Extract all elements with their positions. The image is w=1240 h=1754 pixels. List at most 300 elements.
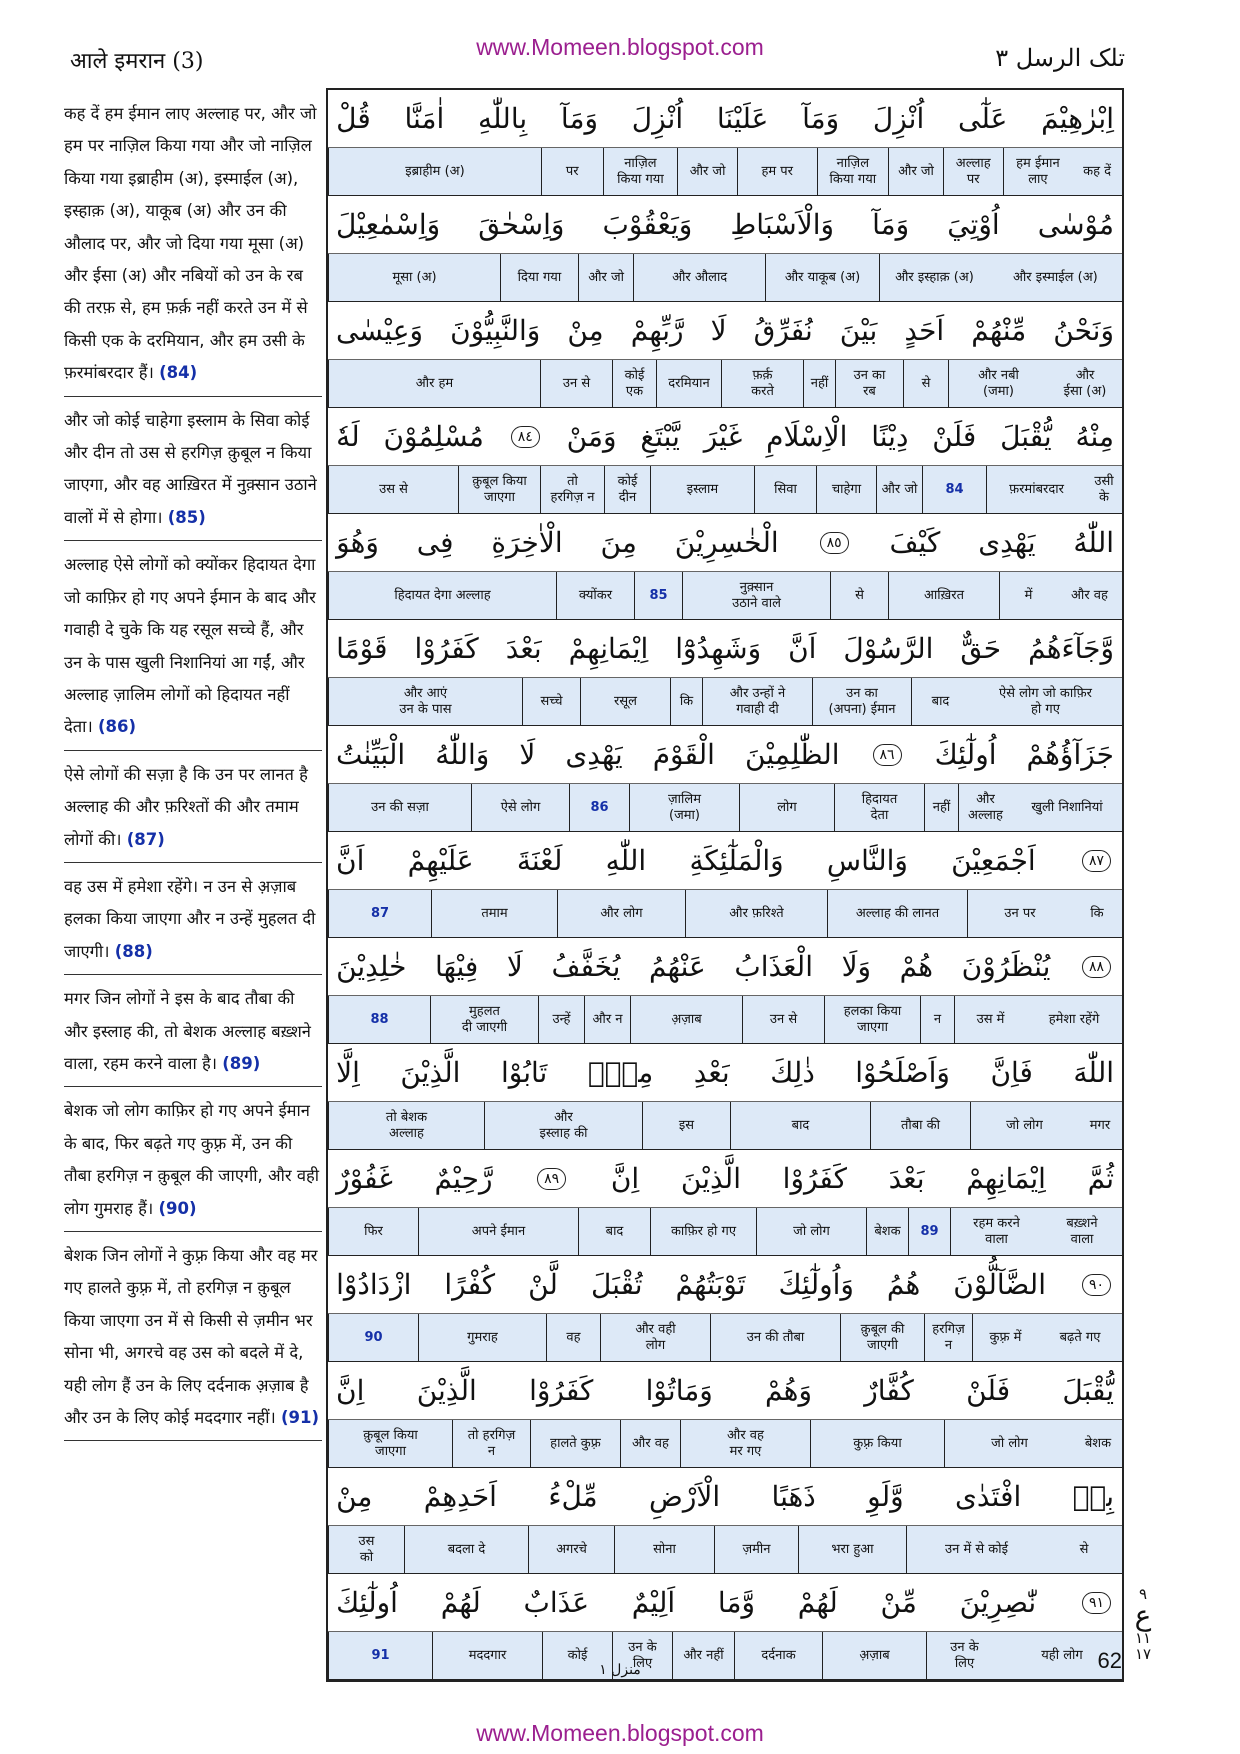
word-meaning-cell: सच्चे	[522, 678, 580, 725]
word-meaning-cell: ऐसे लोग जो काफ़िर हो गए	[999, 685, 1092, 717]
word-meaning-cell: और इस्माईल (अ)	[1012, 269, 1098, 285]
word-meaning-cell: अ़ज़ाब	[630, 996, 742, 1043]
arabic-word: عَذَابٌ	[523, 1586, 590, 1619]
word-meaning-cell: मूसा (अ)	[328, 254, 500, 301]
arabic-word: وَّلَوِ	[867, 1480, 904, 1513]
arabic-word: مُسْلِمُوْنَ	[383, 420, 484, 453]
translation-text: अल्लाह ऐसे लोगों को क्योंकर हिदायत देगा जो काफ़िर हो गए अपने ईमान के बाद और गवाही दे चुके कि यह रसूल सच्चे हैं, और उन के पास खुली निशानियां आ गईं, और अल्लाह ज़ालिम लोगों को हिदायत नहीं देता।	[64, 555, 316, 737]
arabic-word: مِّنْ	[880, 1586, 917, 1619]
word-meaning-cell: बढ़ते गए	[1059, 1329, 1101, 1345]
arabic-word: لَهٗ	[336, 420, 360, 453]
word-meaning-cell: उस में	[954, 996, 1026, 1043]
verse-number-cell: 85	[634, 572, 682, 619]
translation-paragraph	[64, 1095, 322, 1232]
translation-cells-row	[328, 1314, 1122, 1362]
verse-number-cell: 87	[328, 890, 431, 937]
arabic-word: كُفْرًا	[444, 1268, 496, 1301]
arabic-word: وَالنَّبِيُّوْنَ	[450, 314, 541, 347]
word-meaning-cell: कोई	[542, 1632, 612, 1679]
translation-paragraph	[64, 1240, 322, 1441]
arabic-word: يَّبْتَغِ	[640, 420, 680, 453]
arabic-word: لَا	[710, 314, 727, 347]
word-meaning-cell: सिवा	[754, 466, 816, 513]
word-meaning-cell: और अल्लाह	[958, 784, 1012, 831]
word-meaning-cell: और नहीं	[672, 1632, 734, 1679]
arabic-word: الْاَرْضِ	[649, 1480, 721, 1513]
word-meaning-cell: बेशक	[866, 1208, 908, 1255]
word-meaning-cell: अल्लाह पर	[943, 148, 1003, 195]
arabic-word: وَاللّٰهُ	[435, 738, 490, 771]
verse-number: (84)	[159, 363, 198, 383]
arabic-word: اُنْزِلَ	[872, 102, 925, 135]
ruku-marker	[1126, 1586, 1160, 1662]
arabic-word: حَقٌّ	[960, 632, 1002, 665]
word-meaning-cell: जो लोग	[756, 1208, 866, 1255]
arabic-word: لَعْنَةَ	[516, 844, 563, 877]
arabic-word: تَوْبَتُهُمْ	[675, 1268, 746, 1301]
arabic-word: خٰلِدِيْنَ	[336, 950, 407, 983]
word-meaning-cell: रसूल	[580, 678, 670, 725]
word-meaning-cell: और उन्हों ने गवाही दी	[702, 678, 812, 725]
word-meaning-cell: नाज़िल किया गया	[817, 148, 889, 195]
word-meaning-cell: उन की तौबा	[710, 1314, 840, 1361]
arabic-word: عَلٰٓى	[958, 102, 1008, 135]
arabic-word: اللّٰهُ	[1073, 526, 1114, 559]
arabic-word: جَزَآؤُهُمْ	[1026, 738, 1114, 771]
arabic-word: يُّقْبَلَ	[1062, 1374, 1114, 1407]
translation-text: बेशक जो लोग काफ़िर हो गए अपने ईमान के बाद, फिर बढ़ते गए कुफ़्र में, उन की तौबा हरगिज़ न क़ुबूल की जाएगी, और वही लोग गुमराह हैं।	[64, 1101, 320, 1218]
arabic-word: وَنَحْنُ	[1053, 314, 1114, 347]
word-meaning-cell: ज़मीन	[714, 1526, 798, 1573]
translation-cells-row	[328, 890, 1122, 938]
arabic-verse-line	[328, 514, 1122, 572]
arabic-word: اُولٰٓئِكَ	[336, 1586, 398, 1619]
verse-number-cell: 84	[922, 466, 986, 513]
arabic-word: فِيْهَا	[435, 950, 479, 983]
word-meaning-cell: कुफ़्र किया	[810, 1420, 944, 1467]
arabic-word: الْخٰسِرِيْنَ	[674, 526, 779, 559]
arabic-verse-line	[328, 196, 1122, 254]
arabic-word: الَّذِيْنَ	[680, 1162, 741, 1195]
word-meaning-cell: उन की सज़ा	[328, 784, 471, 831]
word-meaning-cell: कोई दीन	[604, 466, 650, 513]
ayah-end-marker: ٨٨	[1082, 956, 1111, 978]
word-meaning-cell: रहम करने वाला	[950, 1208, 1042, 1255]
word-meaning-cell: फिर	[328, 1208, 418, 1255]
word-meaning-cell: उन का (अपना) ईमान	[812, 678, 911, 725]
arabic-word: رَّحِيْمٌ	[434, 1162, 493, 1195]
word-meaning-cell: में	[999, 572, 1057, 619]
arabic-word: تُقْبَلَ	[590, 1268, 643, 1301]
word-meaning-cell: और हम	[328, 360, 540, 407]
arabic-verse-line	[328, 1044, 1122, 1102]
arabic-word: وَهُوَ	[336, 526, 379, 559]
arabic-verse-line	[328, 1150, 1122, 1208]
word-meaning-cell: और औलाद	[633, 254, 764, 301]
hindi-translation-column	[64, 98, 322, 1449]
arabic-word: مِنْ	[336, 1480, 373, 1513]
word-meaning-cell: ज़ालिम (जमा)	[629, 784, 739, 831]
word-meaning-cell: नुक़्सान उठाने वाले	[682, 572, 830, 619]
arabic-word: نُفَرِّقُ	[753, 314, 813, 347]
arabic-word: افْتَدٰى	[955, 1480, 1022, 1513]
word-meaning-cell: क़ुबूल किया जाएगा	[458, 466, 540, 513]
ayah-end-marker: ٨٦	[873, 744, 902, 766]
arabic-word: الْقَوْمَ	[652, 738, 715, 771]
translation-cells-row	[328, 784, 1122, 832]
arabic-verse-line	[328, 1574, 1122, 1632]
verse-number-cell: 86	[569, 784, 629, 831]
arabic-word: كَفَرُوْا	[782, 1162, 847, 1195]
arabic-word: وَمَآ	[872, 208, 910, 241]
word-meaning-cell: बाद	[730, 1102, 870, 1149]
word-meaning-cell: कि	[1090, 905, 1104, 921]
translation-cells-row	[328, 148, 1122, 196]
translation-paragraph	[64, 549, 322, 750]
translation-text: वह उस में हमेशा रहेंगे। न उन से अ़ज़ाब हलका किया जाएगा और न उन्हें मुहलत दी जाएगी।	[64, 876, 316, 961]
translation-cells-row	[328, 678, 1122, 726]
arabic-word: اِيْمَانِهِمْ	[966, 1162, 1046, 1195]
translation-cells-row	[328, 1102, 1122, 1150]
word-meaning-cell: फ़र्क़ करते	[721, 360, 803, 407]
ayah-end-marker: ٨٩	[537, 1168, 566, 1190]
arabic-word: وَّجَآءَهُمُ	[1028, 632, 1114, 665]
word-meaning-cell: कि	[670, 678, 702, 725]
ayah-end-marker: ٨٥	[820, 532, 849, 554]
arabic-word: كَفَرُوْا	[414, 632, 479, 665]
arabic-word: مُوْسٰى	[1037, 208, 1114, 241]
arabic-word: عَلَيْهِمْ	[407, 844, 474, 877]
arabic-word: اَجْمَعِيْنَ	[951, 844, 1036, 877]
word-meaning-cell: और फ़रिश्ते	[685, 890, 827, 937]
arabic-word: اِيْمَانِهِمْ	[568, 632, 649, 665]
arabic-word: اٰمَنَّا	[404, 102, 445, 135]
arabic-word: ازْدَادُوْا	[336, 1268, 412, 1301]
word-meaning-cell: आख़िरत	[888, 572, 999, 619]
arabic-word: نّٰصِرِيْنَ	[959, 1586, 1037, 1619]
arabic-verse-line	[328, 1362, 1122, 1420]
verse-number-cell: 91	[328, 1632, 432, 1679]
translation-cells-row	[328, 572, 1122, 620]
word-meaning-cell: उन पर	[967, 890, 1072, 937]
arabic-word: وَمَنْ	[566, 420, 617, 453]
arabic-word: وَالْاَسْبَاطِ	[730, 208, 834, 241]
translation-cells-row	[328, 1208, 1122, 1256]
arabic-word: مِّلْءُ	[548, 1480, 598, 1513]
arabic-word: الْاٰخِرَةِ	[491, 526, 563, 559]
word-meaning-cell: और नबी (जमा)	[948, 360, 1048, 407]
word-meaning-cell: हिदायत देगा अल्लाह	[328, 572, 556, 619]
word-meaning-cell: कुफ़्र में	[972, 1314, 1038, 1361]
arabic-word: هُمْ	[899, 950, 934, 983]
arabic-word: وَمَاتُوْا	[645, 1374, 713, 1407]
arabic-word: تَابُوْا	[500, 1056, 548, 1089]
word-meaning-cell: और वह मर गए	[680, 1420, 810, 1467]
arabic-word: الرَّسُوْلَ	[843, 632, 934, 665]
arabic-word: يَهْدِى	[565, 738, 623, 771]
arabic-word: بِهٖ	[1072, 1480, 1114, 1513]
word-meaning-cell: नाज़िल किया गया	[603, 148, 678, 195]
arabic-word: اَحَدِهِمْ	[423, 1480, 497, 1513]
arabic-word: عَلَيْنَا	[716, 102, 769, 135]
word-meaning-cell: हमेशा रहेंगे	[1048, 1011, 1100, 1027]
arabic-word: وَعِيْسٰى	[336, 314, 424, 347]
footer-website-link[interactable]: www.Momeen.blogspot.com	[476, 1720, 764, 1746]
translation-paragraph	[64, 405, 322, 542]
arabic-word: وَاِسْمٰعِيْلَ	[336, 208, 441, 241]
arabic-word: كَيْفَ	[889, 526, 941, 559]
word-meaning-cell: फ़रमांबरदार	[986, 466, 1086, 513]
arabic-word: لَا	[506, 950, 523, 983]
arabic-word: اَلِيْمٌ	[631, 1586, 676, 1619]
word-meaning-cell: कह दें	[1083, 163, 1112, 179]
word-meaning-cell: अपने ईमान	[418, 1208, 578, 1255]
word-meaning-cell: दरमियान	[656, 360, 721, 407]
arabic-verse-line	[328, 938, 1122, 996]
arabic-word: ذٰلِكَ	[770, 1056, 815, 1089]
verse-number-cell: 89	[908, 1208, 950, 1255]
ruku-top-number: ٩	[1138, 1585, 1148, 1603]
verse-number: (86)	[97, 717, 136, 737]
word-meaning-cell: क्योंकर	[556, 572, 634, 619]
arabic-word: عَنْهُمُ	[649, 950, 706, 983]
translation-text: बेशक जिन लोगों ने कुफ़्र किया और वह मर गए हालते कुफ़्र में, तो हरगिज़ न क़ुबूल किया जाएगा उन में से किसी से ज़मीन भर सोना भी, अगरचे वह उस को बदले में दे, यही लोग हैं उन के लिए दर्दनाक अ़ज़ाब है और उन के लिए कोई मददगार नहीं।	[64, 1246, 318, 1428]
arabic-verse-line	[328, 1468, 1122, 1526]
verse-number-cell: 88	[328, 996, 430, 1043]
word-meaning-cell: जो लोग	[944, 1420, 1074, 1467]
arabic-word: وَالنَّاسِ	[826, 844, 908, 877]
word-meaning-cell: और आएं उन के पास	[328, 678, 522, 725]
translation-text: कह दें हम ईमान लाए अल्लाह पर, और जो हम पर नाज़िल किया गया और जो नाज़िल किया गया इब्राहीम (अ), इस्माईल (अ), इस्हाक़ (अ), याकूब (अ) और उन की औलाद पर, और जो दिया गया मूसा (अ) और ईसा (अ) और नबियों को उन के रब की तरफ़ से, हम फ़र्क़ नहीं करते उन में से किसी एक के दरमियान, और हम उसी के फ़रमांबरदार हैं।	[64, 104, 317, 383]
word-meaning-cell: और जो	[578, 254, 634, 301]
word-meaning-cell: उन से	[540, 360, 612, 407]
arabic-word: بَعْدِ	[693, 1056, 730, 1089]
word-meaning-cell: मुहलत दी जाएगी	[430, 996, 538, 1043]
translation-paragraph	[64, 871, 322, 975]
translation-cells-row	[328, 466, 1122, 514]
word-meaning-cell: तो हरगिज़ न	[452, 1420, 530, 1467]
arabic-verse-line	[328, 620, 1122, 678]
arabic-word: يُخَفَّفُ	[551, 950, 621, 983]
arabic-word: الْعَذَابُ	[734, 950, 813, 983]
word-meaning-cell: यही लोग	[1041, 1647, 1083, 1663]
word-meaning-cell: उन के लिए	[612, 1632, 672, 1679]
arabic-word: ثُمَّ	[1087, 1162, 1114, 1195]
arabic-word: وَيَعْقُوْبَ	[602, 208, 693, 241]
arabic-verse-line	[328, 302, 1122, 360]
arabic-word: فَاِنَّ	[990, 1056, 1033, 1089]
arabic-verse-line	[328, 90, 1122, 148]
word-meaning-cell: अल्लाह की लानत	[827, 890, 967, 937]
arabic-word: مِّنْهُمْ	[971, 314, 1027, 347]
word-meaning-cell: और इस्हाक़ (अ)	[879, 254, 988, 301]
arabic-word: اُوْتِيَ	[947, 208, 1000, 241]
arabic-word: اَنَّ	[788, 632, 817, 665]
arabic-word: هُمُ	[886, 1268, 921, 1301]
word-meaning-cell: इब्राहीम (अ)	[328, 148, 541, 195]
arabic-word: الَّذِيْنَ	[416, 1374, 477, 1407]
arabic-word: بِاللّٰهِ	[478, 102, 528, 135]
arabic-word: لَهُمْ	[797, 1586, 838, 1619]
word-meaning-cell: न	[920, 996, 954, 1043]
word-meaning-cell: और जो	[677, 148, 737, 195]
ayah-end-marker: ٨٤	[511, 426, 540, 448]
arabic-word: وَمَآ	[560, 102, 598, 135]
arabic-word: بَعْدَ	[888, 1162, 925, 1195]
arabic-word: وَلَا	[841, 950, 872, 983]
word-meaning-cell: अ़ज़ाब	[822, 1632, 926, 1679]
arabic-word: الَّذِيْنَ	[400, 1056, 461, 1089]
word-meaning-cell: उन के लिए	[926, 1632, 1002, 1679]
word-meaning-cell: अगरचे	[528, 1526, 614, 1573]
arabic-word: الظّٰلِمِيْنَ	[745, 738, 840, 771]
arabic-word: اِنَّ	[336, 1374, 365, 1407]
word-meaning-cell: क़ुबूल की जाएगी	[840, 1314, 924, 1361]
arabic-word: اِلَّا	[336, 1056, 360, 1089]
arabic-word: الْاِسْلَامِ	[766, 420, 848, 453]
word-meaning-cell: बदला दे	[404, 1526, 528, 1573]
arabic-word: غَيْرَ	[703, 420, 743, 453]
page-number: 62	[1097, 1648, 1122, 1673]
arabic-word: الضَّآلُّوْنَ	[953, 1268, 1046, 1301]
arabic-word: وَاِسْحٰقَ	[478, 208, 565, 241]
ruku-letter: ع	[1134, 1599, 1152, 1632]
arabic-word: ذَهَبًا	[771, 1480, 816, 1513]
ruku-bottom-numbers: ١١ ١٧	[1134, 1629, 1152, 1663]
word-meaning-cell: इस	[642, 1102, 730, 1149]
arabic-verse-line	[328, 726, 1122, 784]
ayah-end-marker: ٩١	[1082, 1592, 1111, 1614]
arabic-word: دِيْنًا	[871, 420, 909, 453]
arabic-word: مِنْهُ	[1075, 420, 1114, 453]
arabic-word: رَّبِّهِمْ	[630, 314, 684, 347]
verse-number: (87)	[126, 829, 165, 849]
word-meaning-cell: बेशक	[1084, 1435, 1112, 1451]
translation-text: और जो कोई चाहेगा इस्लाम के सिवा कोई और दीन तो उस से हरगिज़ क़ुबूल न किया जाएगा, और वह आख़िरत में नुक़्सान उठाने वालों में से होगा।	[64, 410, 317, 527]
word-meaning-cell: हम पर	[737, 148, 817, 195]
verse-number-cell: 90	[328, 1314, 418, 1361]
word-meaning-cell: उस को	[328, 1526, 404, 1573]
word-meaning-cell: काफ़िर हो गए	[650, 1208, 756, 1255]
arabic-word: مِنْۢ	[587, 1056, 654, 1089]
arabic-word: غَفُوْرٌ	[336, 1162, 393, 1195]
word-meaning-cell: उन्हें	[538, 996, 584, 1043]
arabic-word: وَشَهِدُوْٓا	[675, 632, 762, 665]
arabic-word: لَا	[519, 738, 536, 771]
arabic-word: وَالْمَلٰٓئِكَةِ	[689, 844, 784, 877]
word-meaning-cell: और वह	[1071, 587, 1108, 603]
arabic-word: اِبْرٰهِيْمَ	[1041, 102, 1114, 135]
word-meaning-cell: तो बेशक अल्लाह	[328, 1102, 484, 1149]
arabic-word: فَلَنْ	[932, 420, 977, 453]
word-meaning-cell: उसी के	[1094, 473, 1114, 505]
translation-cells-row	[328, 996, 1122, 1044]
verse-number: (90)	[158, 1198, 197, 1218]
verse-number: (88)	[114, 941, 153, 961]
header-website-link[interactable]: www.Momeen.blogspot.com	[476, 34, 764, 60]
surah-title-left: आले इमरान (3)	[70, 49, 204, 74]
arabic-word: لَهُمْ	[440, 1586, 481, 1619]
word-meaning-cell: नहीं	[803, 360, 835, 407]
word-meaning-cell: और याकूब (अ)	[765, 254, 879, 301]
word-meaning-cell: वह	[546, 1314, 600, 1361]
translation-cells-row	[328, 254, 1122, 302]
word-meaning-cell: और जो	[876, 466, 922, 513]
translation-text: मगर जिन लोगों ने इस के बाद तौबा की और इस्लाह की, तो बेशक अल्लाह बख़्शने वाला, रहम करने वाला है।	[64, 989, 311, 1073]
arabic-word: اللّٰهِ	[605, 844, 647, 877]
arabic-word: الْبَيِّنٰتُ	[336, 738, 406, 771]
ayah-end-marker: ٨٧	[1082, 850, 1111, 872]
word-meaning-cell: हलका किया जाएगा	[824, 996, 920, 1043]
word-meaning-cell: क़ुबूल किया जाएगा	[328, 1420, 452, 1467]
arabic-word: بَيْنَ	[839, 314, 878, 347]
arabic-word: مِنَ	[600, 526, 637, 559]
arabic-word: يُّقْبَلَ	[1000, 420, 1052, 453]
word-meaning-cell: उन से	[742, 996, 824, 1043]
arabic-word: قَوْمًا	[336, 632, 388, 665]
arabic-word: قُلْ	[336, 102, 371, 135]
word-meaning-cell: से	[1079, 1541, 1089, 1557]
arabic-word: فِى	[416, 526, 454, 559]
word-meaning-cell: नहीं	[924, 784, 958, 831]
word-meaning-cell: मददगार	[432, 1632, 542, 1679]
arabic-verse-line	[328, 1256, 1122, 1314]
word-meaning-cell: लोग	[739, 784, 834, 831]
word-meaning-cell: और वह	[620, 1420, 680, 1467]
word-meaning-cell: बख़्शने वाला	[1066, 1215, 1098, 1247]
arabic-word: يَهْدِى	[978, 526, 1036, 559]
word-meaning-cell: कोई एक	[612, 360, 656, 407]
arabic-word: اُولٰٓئِكَ	[934, 738, 997, 771]
arabic-word: مِنْ	[567, 314, 604, 347]
ayah-end-marker: ٩٠	[1082, 1274, 1111, 1296]
arabic-word: يُنْظَرُوْنَ	[961, 950, 1051, 983]
word-meaning-cell: जो लोग	[970, 1102, 1078, 1149]
word-meaning-cell: ऐसे लोग	[471, 784, 569, 831]
word-meaning-cell: हरगिज़ न	[924, 1314, 972, 1361]
arabic-word: اَحَدٍ	[904, 314, 945, 347]
arabic-word: فَلَنْ	[966, 1374, 1011, 1407]
translation-paragraph	[64, 983, 322, 1087]
arabic-word: اُنْزِلَ	[631, 102, 684, 135]
word-meaning-cell: उन में से कोई	[906, 1526, 1046, 1573]
word-meaning-cell: सोना	[614, 1526, 714, 1573]
verse-number: (89)	[222, 1053, 261, 1073]
translation-paragraph	[64, 98, 322, 397]
word-meaning-cell: तौबा की	[870, 1102, 970, 1149]
word-meaning-cell: खुली निशानियां	[1031, 799, 1103, 815]
arabic-word: لَّنْ	[528, 1268, 558, 1301]
arabic-word: وَهُمْ	[765, 1374, 812, 1407]
word-meaning-cell: उस से	[328, 466, 458, 513]
word-meaning-cell: और इस्लाह की	[484, 1102, 642, 1149]
word-meaning-cell: और न	[584, 996, 630, 1043]
arabic-word: اَنَّ	[336, 844, 365, 877]
word-meaning-cell: और लोग	[557, 890, 685, 937]
word-meaning-cell: दिया गया	[500, 254, 578, 301]
translation-paragraph	[64, 759, 322, 863]
translation-cells-row	[328, 1420, 1122, 1468]
word-meaning-cell: दर्दनाक	[734, 1632, 822, 1679]
word-meaning-cell: तो हरगिज़ न	[540, 466, 604, 513]
arabic-word: وَاُولٰٓئِكَ	[778, 1268, 854, 1301]
word-meaning-cell: बाद	[911, 678, 969, 725]
word-meaning-cell: भरा हुआ	[798, 1526, 906, 1573]
word-meaning-cell: से	[903, 360, 948, 407]
word-meaning-cell: हिदायत देता	[834, 784, 924, 831]
word-meaning-cell: पर	[541, 148, 603, 195]
word-meaning-cell: से	[830, 572, 888, 619]
